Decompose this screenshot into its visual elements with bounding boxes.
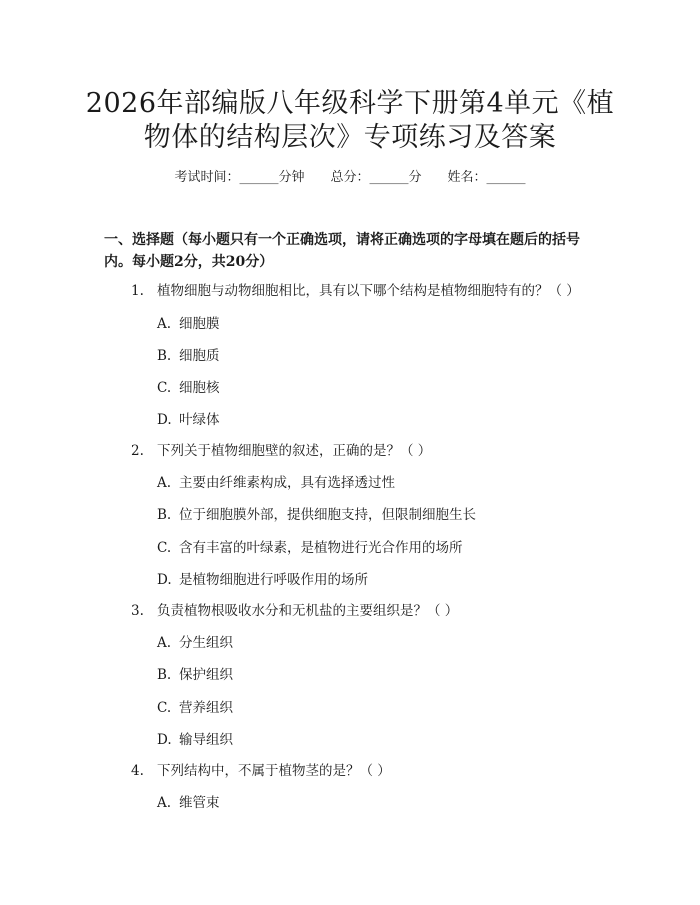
question-number: 4. (131, 763, 144, 779)
question-text: 下列结构中，不属于植物茎的是？（ ） (157, 763, 391, 779)
question-1-option-d: D. 叶绿体 (157, 412, 220, 428)
question-3-option-a: A. 分生组织 (157, 635, 233, 651)
document-title-line1: 2026年部编版八年级科学下册第4单元《植 (85, 88, 615, 119)
section-title-line1: 一、选择题（每小题只有一个正确选项，请将正确选项的字母填在题后的括号 (104, 232, 580, 248)
question-3-option-b: B. 保护组织 (157, 667, 233, 683)
question-1-option-b: B. 细胞质 (157, 348, 220, 364)
question-number: 3. (131, 603, 144, 619)
document-title-line2: 物体的结构层次》专项练习及答案 (143, 122, 557, 153)
question-2-option-a: A. 主要由纤维素构成，具有选择透过性 (157, 475, 395, 491)
student-name-label: 姓名：______ (447, 170, 526, 185)
question-1-option-a: A. 细胞膜 (157, 316, 220, 332)
question-2-option-d: D. 是植物细胞进行呼吸作用的场所 (157, 572, 368, 588)
question-text: 植物细胞与动物细胞相比，具有以下哪个结构是植物细胞特有的？（ ） (157, 283, 580, 299)
question-2-option-b: B. 位于细胞膜外部，提供细胞支持，但限制细胞生长 (157, 507, 476, 523)
question-2 (131, 441, 431, 461)
question-number: 1. (131, 283, 144, 299)
question-3-option-d: D. 输导组织 (157, 732, 233, 748)
exam-time-label: 考试时间：______分钟 (174, 170, 305, 185)
exam-info-line (0, 168, 700, 188)
total-score-label: 总分：______分 (330, 170, 422, 185)
question-3 (131, 601, 458, 621)
question-4-option-a: A. 维管束 (157, 795, 220, 811)
question-3-option-c: C. 营养组织 (157, 700, 233, 716)
question-number: 2. (131, 443, 144, 459)
section-title-line2: 内。每小题2分，共20分） (104, 254, 274, 270)
question-4 (131, 761, 391, 781)
question-1 (131, 281, 580, 301)
section-title (104, 229, 594, 273)
question-1-option-c: C. 细胞核 (157, 380, 220, 396)
question-text: 下列关于植物细胞壁的叙述，正确的是？（ ） (157, 443, 432, 459)
question-2-option-c: C. 含有丰富的叶绿素，是植物进行光合作用的场所 (157, 540, 463, 556)
question-text: 负责植物根吸收水分和无机盐的主要组织是？（ ） (157, 603, 459, 619)
